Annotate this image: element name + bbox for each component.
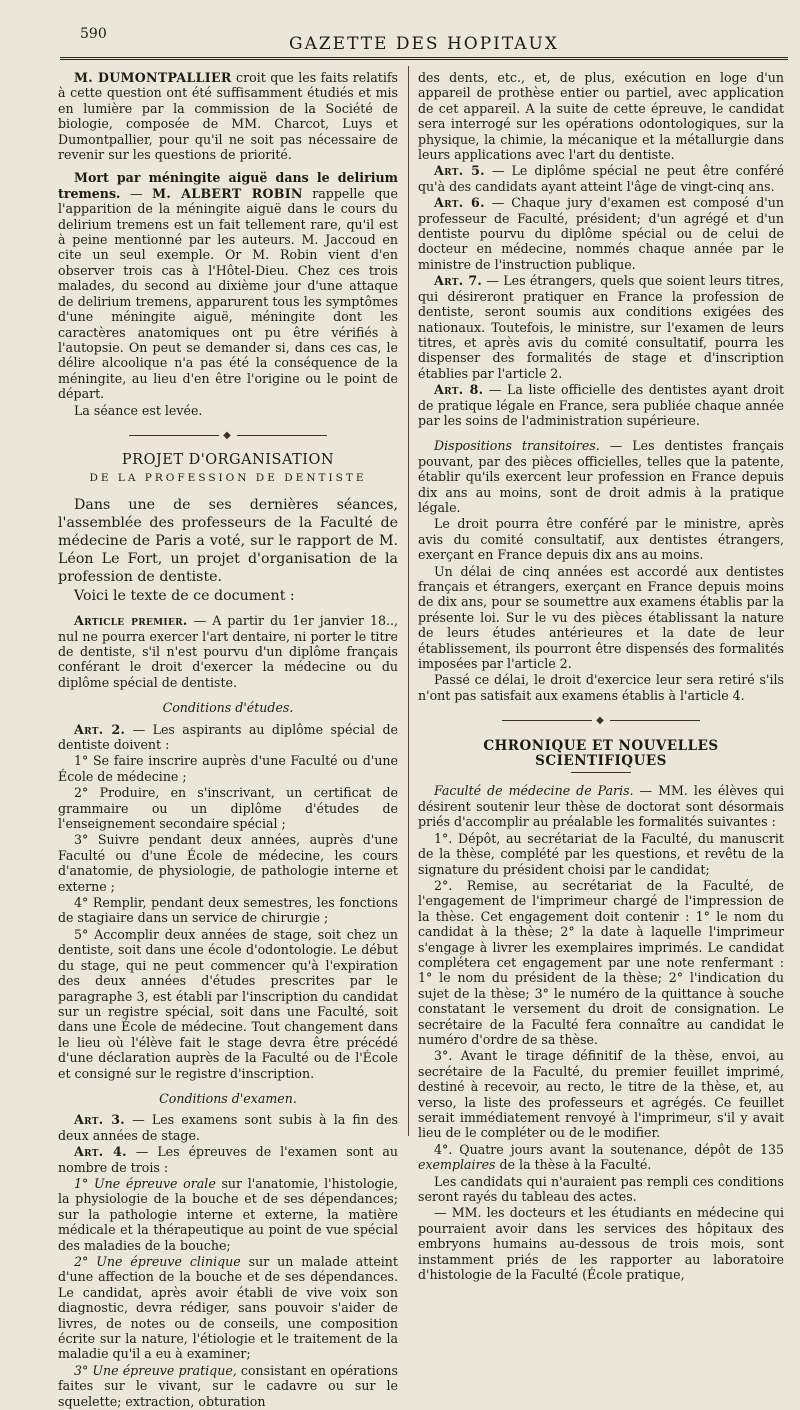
list-item: 2°. Remise, au secrétariat de la Faculté, de l'engagement de l'imprimeur chargé de l'impression de la thèse. Cet engagement doit contenir : 1° le nom du candidat à la thèse; 2° la date à laquelle l'imprimeur s'engage à livrer les exemplaires imprimés. Le candidat complétera cet engagement par une note renfermant : 1° le nom du président de la thèse; 2° l'indication du sujet de la thèse; 3° le numéro de la quittance à souche constatant le versement du droit de consignation. Le secrétaire de la Faculté fera connaître au candidat le numéro d'ordre de sa thèse. — [418, 877, 784, 1047]
speaker-name: M. ALBERT ROBIN — [152, 185, 303, 201]
paragraph-text: — Les dentistes français pouvant, par des pièces officielles, telles que la patente, établir qu'ils exercent leur profession en France depuis dix ans au moins, sont de droit admis à la pratique légale. — [418, 438, 784, 515]
article — [418, 382, 784, 428]
intro-paragraph: Voici le texte de ce document : — [74, 588, 295, 605]
article-label: Art. 3. — [74, 1112, 125, 1128]
article — [418, 195, 784, 272]
paragraph: Les candidats qui n'auraient pas rempli ces conditions seront rayés du tableau des actes. — [418, 1173, 784, 1205]
paragraph: Le droit pourra être conféré par le ministre, après avis du comité consultatif, aux dentistes étrangers, exerçant en France depuis dix ans au moins. — [418, 516, 784, 563]
list-item — [418, 1142, 784, 1173]
item-text: 4°. Quatre jours avant la soutenance, dépôt de 135 — [434, 1141, 784, 1157]
topic-heading: Mort par méningite aiguë dans le delirium tremens. — [58, 170, 398, 201]
article-text: — Les étrangers, quels que soient leurs titres, qui désireront pratiquer en France la profession de dentiste, seront soumis aux conditions exigées des nationaux. Toutefois, le ministre, sur l'examen de leurs titres, et après avis du comité consultatif, pourra les dispenser des formalités de stage et d'inscription établies par l'article 2. — [418, 273, 784, 381]
paragraph — [418, 783, 784, 829]
subsection-label: Dispositions transitoires. — [434, 438, 600, 454]
column-divider — [408, 66, 409, 1136]
subsection-heading: Conditions d'études. — [162, 700, 294, 716]
list-item: 1°. Dépôt, au secrétariat de la Faculté, du manuscrit de la thèse, complété par les questions, et revêtu de la signature du président choisi par le candidat; — [418, 830, 784, 877]
article — [418, 163, 784, 194]
article-text: — Les épreuves de l'examen sont au nombre de trois : — [58, 1144, 398, 1175]
article-label: Art. 4. — [74, 1144, 127, 1160]
paragraph-text: rappelle que l'apparition de la méningite aiguë dans le cours du delirium tremens est un fait tellement rare, qu'il est à peine mentionné par les auteurs. M. Jaccoud en cite un seul exemple. Or M. Robin vient d'en observer trois cas à l'Hôtel-Dieu. Chez ces trois malades, du second au dixième jour d'une attaque de delirium tremens, apparurent tous les symptômes d'une méningite aiguë, méningite dont les caractères anatomiques ont pu être vérifiés à l'autopsie. On peut se demander si, dans ces cas, le délire alcoolique n'a pas été la conséquence de la méningite, au lieu d'en être l'origine ou le point de départ. — [58, 185, 398, 402]
paragraph-text: croit que les faits relatifs à cette question ont été suffisamment étudiés et mis en lumière par la commission de la Société de biologie, composée de MM. Charcot, Luys et Dumontpallier, pour qu'il ne soit pas nécessaire de revenir sur les questions de priorité. — [58, 70, 398, 163]
article-text: — Le diplôme spécial ne peut être conféré qu'à des candidats ayant atteint l'âge de vingt-cinq ans. — [418, 163, 784, 194]
item-emphasis: 2° Une épreuve clinique — [74, 1254, 241, 1269]
page-header — [60, 26, 788, 64]
item-text: sur un malade atteint d'une affection de la bouche et de ses dépendances. Le candidat, après avoir établi de vive voix son diagnostic, devra rédiger, sans pouvoir s'aider de livres, de notes ou de conseils, une composition écrite sur la nature, l'étiologie et le traitement de la maladie qu'il a eu à examiner; — [58, 1254, 398, 1362]
list-item: 3°. Avant le tirage définitif de la thèse, envoi, au secrétaire de la Faculté, du premier feuillet imprimé, destiné à recevoir, au recto, le titre de la thèse, et, au verso, la liste des professeurs et agrégés. Ce feuillet serait immédiatement renvoyé à l'imprimeur, s'il y avait lieu de le compléter ou de le modifier. — [418, 1048, 784, 1141]
article-label: Art. 2. — [74, 721, 126, 737]
article-label: Art. 7. — [434, 273, 483, 289]
item-emphasis: exemplaires — [418, 1157, 496, 1173]
article-label: Article premier. — [74, 613, 188, 629]
article — [58, 613, 398, 690]
article-item: 5° Accomplir deux années de stage, soit chez un dentiste, soit dans une école d'odontologie. Le début du stage, qui ne peut commencer qu'à l'expiration des deux années d'études prescrites par le paragraphe 3, est établi par l'inscription du candidat sur un registre spécial, soit dans une Faculté, soit dans une École de médecine. Tout changement dans le lieu où l'élève fait le stage devra être précédé d'une déclaration auprès de la Faculté ou de l'École et consigné sur le registre d'inscription. — [58, 926, 398, 1081]
article-item — [58, 1176, 398, 1253]
paragraph: Un délai de cinq années est accordé aux dentistes français et étrangers, exerçant en France depuis moins de dix ans, pour se soumettre aux examens établis par la présente loi. Sur le vu des pièces établissant la nature de leurs études antérieures et la date de leur établissement, ils pourront être dispensés des formalités imposées par l'article 2. — [418, 563, 784, 672]
article — [58, 1144, 398, 1175]
article-item: 2° Produire, en s'inscrivant, un certificat de grammaire ou un diplôme d'études de l'enseignement secondaire spécial ; — [58, 785, 398, 832]
article — [58, 722, 398, 753]
article-item: 4° Remplir, pendant deux semestres, les fonctions de stagiaire dans un service de chirurgie ; — [58, 895, 398, 926]
subsection-heading: Conditions d'examen. — [159, 1090, 297, 1106]
article — [58, 1112, 398, 1143]
article-label: Art. 6. — [434, 195, 485, 211]
header-rule — [60, 57, 788, 60]
article-text: — A partir du 1er janvier 18.., nul ne pourra exercer l'art dentaire, ni porter le titre de dentiste, s'il n'est pourvu d'un diplôme français conférant le droit d'exercer la médecine ou du diplôme spécial de dentiste. — [58, 613, 398, 690]
right-column — [418, 70, 784, 1283]
article — [418, 273, 784, 381]
article-item: 1° Se faire inscrire auprès d'une Faculté ou d'une École de médecine ; — [58, 753, 398, 784]
article-item — [58, 1254, 398, 1362]
section-title: PROJET D'ORGANISATION — [121, 452, 335, 469]
subsection-label: Faculté de médecine de Paris. — [434, 783, 634, 799]
speaker-name: M. DUMONTPALLIER — [74, 70, 232, 85]
paragraph: des dents, etc., et, de plus, exécution en loge d'un appareil de prothèse entier ou partiel, avec application de cet appareil. A la suite de cette épreuve, le candidat sera interrogé sur les opérations odontologiques, sur la physique, la chimie, la mécanique et la métallurgie dans leurs applications avec l'art du dentiste. — [418, 70, 784, 163]
divider: ◆ — [58, 428, 398, 443]
article-text: — Les aspirants au diplôme spécial de dentiste doivent : — [58, 721, 398, 752]
short-rule — [571, 772, 631, 773]
paragraph: Passé ce délai, le droit d'exercice leur sera retiré s'ils n'ont pas satisfait aux examens établis à l'article 4. — [418, 672, 784, 703]
article-text: — Chaque jury d'examen est composé d'un professeur de Faculté, président; d'un agrégé et d'un dentiste pourvu du diplôme spécial ou de celui de docteur en médecine, nommés chaque année par le ministre de l'instruction publique. — [418, 195, 784, 272]
article-text: — Les examens sont subis à la fin des deux années de stage. — [58, 1112, 399, 1143]
paragraph — [418, 438, 784, 515]
article-item: 3° Suivre pendant deux années, auprès d'une Faculté ou d'une École de médecine, les cours d'anatomie, de physiologie, de pathologie interne et externe ; — [58, 832, 398, 894]
paragraph: La séance est levée. — [74, 402, 203, 418]
item-text: sur l'anatomie, l'histologie, la physiologie de la bouche et de ses dépendances; sur la pathologie interne et externe, la matière médicale et la thérapeutique au point de vue spécial des maladies de la bouche; — [58, 1175, 398, 1253]
intro-paragraph: Dans une de ses dernières séances, l'assemblée des professeurs de la Faculté de médecine de Paris a voté, sur le rapport de M. Léon Le Fort, un projet d'organisation de la profession de dentiste. — [58, 497, 398, 586]
divider: ◆ — [418, 713, 784, 728]
paragraph-text: — MM. les élèves qui désirent soutenir leur thèse de doctorat sont désormais priés d'accomplir au préalable les formalités suivantes : — [418, 783, 784, 830]
journal-title: GAZETTE DES HOPITAUX — [288, 34, 559, 54]
paragraph: — MM. les docteurs et les étudiants en médecine qui pourraient avoir dans les services des hôpitaux des embryons humains au-dessous de trois mois, sont instamment priés de les rapporter au laboratoire d'histologie de la Faculté (École pratique, — [418, 1205, 784, 1283]
item-emphasis: 3° Une épreuve pratique, — [74, 1362, 237, 1378]
paragraph: Mort par méningite aiguë dans le delirium tremens. — M. ALBERT ROBIN rappelle que l'apparition de la méningite aiguë dans le cours du delirium tremens est un fait tellement rare, qu'il est à peine mentionné par les auteurs. M. Jaccoud en cite un seul exemple. Or M. Robin vient d'en observer trois cas à l'Hôtel-Dieu. Chez ces trois malades, du second au dixième jour d'une attaque de delirium tremens, apparurent tous les symptômes d'une méningite aiguë, méningite dont les caractères anatomiques ont pu être vérifiés à l'autopsie. On peut se demander si, dans ces cas, le délire alcoolique n'a pas été la conséquence de la méningite, au lieu d'en être l'origine ou le point de départ. — [58, 170, 398, 402]
item-emphasis: 1° Une épreuve orale — [74, 1175, 216, 1191]
item-text: de la thèse à la Faculté. — [495, 1157, 652, 1173]
item-text: consistant en opérations faites sur le vivant, sur le cadavre ou sur le squelette; extraction, obturation — [58, 1362, 398, 1409]
article-text: — La liste officielle des dentistes ayant droit de pratique légale en France, sera publiée chaque année par les soins de l'administration supérieure. — [418, 382, 785, 428]
article-label: Art. 8. — [434, 382, 484, 398]
chronique-title: CHRONIQUE ET NOUVELLES SCIENTIFIQUES — [483, 737, 719, 770]
paragraph — [58, 70, 398, 162]
article-item — [58, 1363, 398, 1409]
page-number: 590 — [80, 26, 107, 42]
article-label: Art. 5. — [434, 163, 485, 179]
section-subtitle: DE LA PROFESSION DE DENTISTE — [89, 471, 367, 484]
left-column — [58, 70, 398, 1410]
